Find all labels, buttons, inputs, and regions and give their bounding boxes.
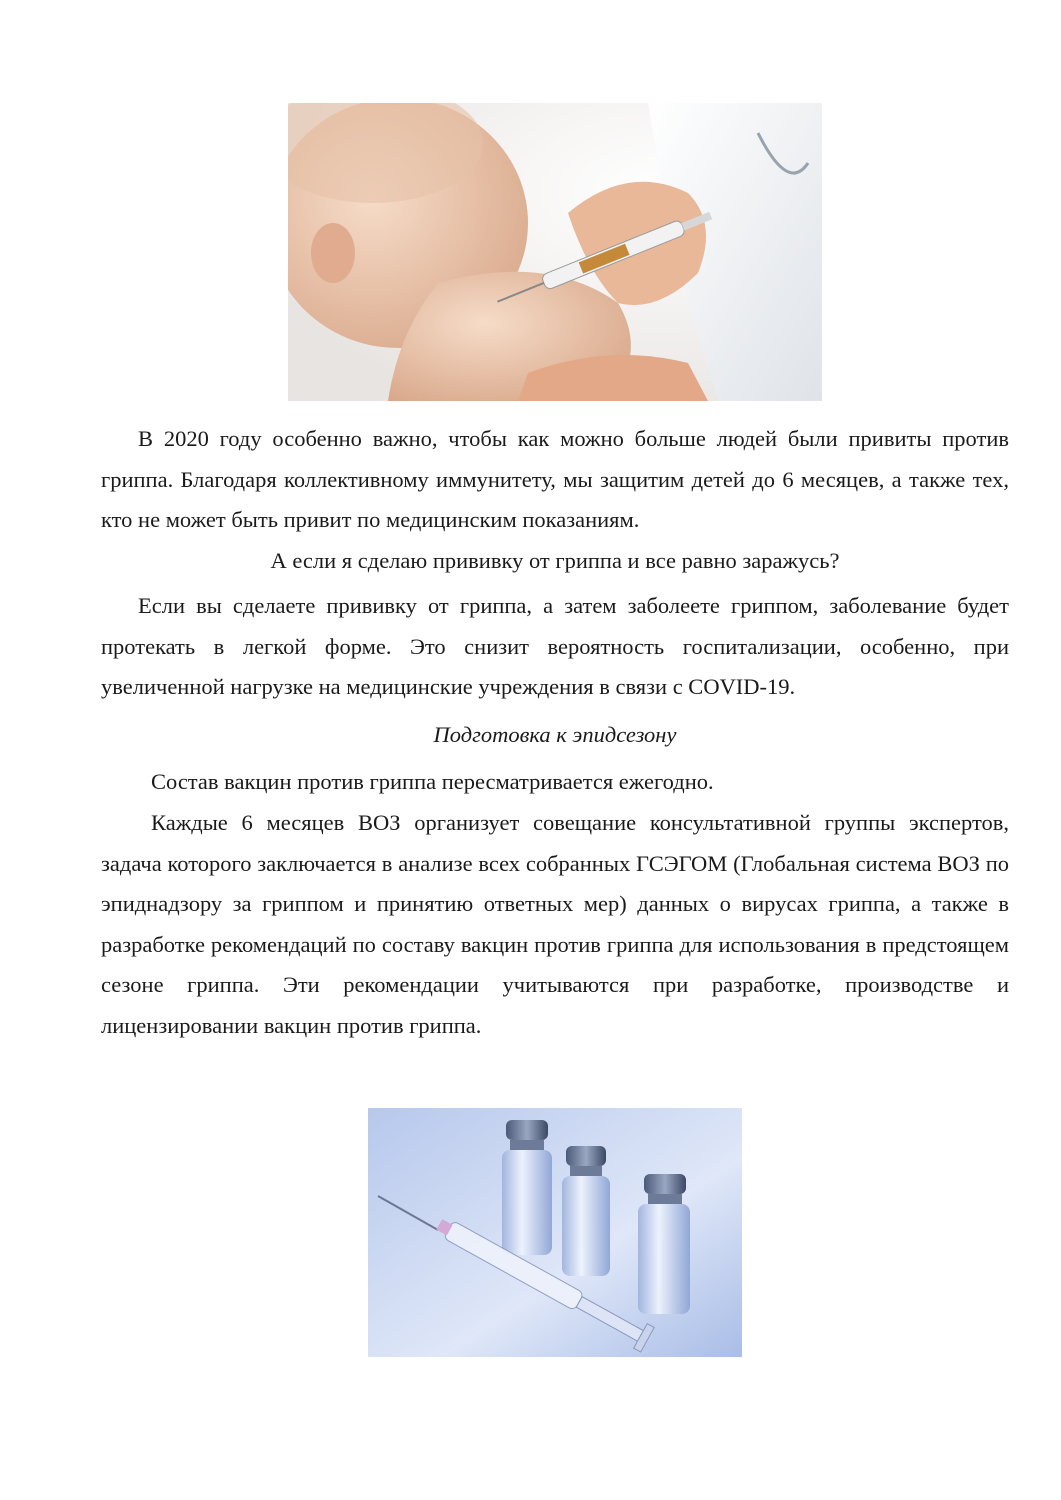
paragraph-answer: Если вы сделаете прививку от гриппа, а затем заболеете гриппом, заболевание будет протекать в легкой форме. Это снизит вероятность госпитализации, особенно, при увеличенной нагрузке на медицинские учреждения в связи с COVID-19. bbox=[101, 593, 1009, 699]
vaccine-vials-photo bbox=[368, 1108, 742, 1357]
section-heading: Подготовка к эпидсезону bbox=[433, 722, 677, 747]
vaccine-vials-illustration bbox=[368, 1108, 742, 1357]
paragraph-composition: Состав вакцин против гриппа пересматривается ежегодно. bbox=[151, 769, 714, 794]
baby-vaccination-illustration bbox=[288, 103, 822, 401]
baby-vaccination-photo bbox=[288, 103, 822, 401]
question-line: А если я сделаю прививку от гриппа и все равно заражусь? bbox=[270, 548, 840, 573]
paragraph-intro: В 2020 году особенно важно, чтобы как можно больше людей были привиты против гриппа. Благодаря коллективному иммунитету, мы защитим детей до 6 месяцев, а также тех, кто не может быть привит по медицинским показаниям. bbox=[101, 426, 1009, 532]
paragraph-who: Каждые 6 месяцев ВОЗ организует совещание консультативной группы экспертов, задача которого заключается в анализе всех собранных ГСЭГОМ (Глобальная система ВОЗ по эпиднадзору за гриппом и принятию ответных мер) данных о вирусах гриппа, а также в разработке рекомендаций по составу вакцин против гриппа для использования в предстоящем сезоне гриппа. Эти рекомендации учитываются при разработке, производстве и лицензировании вакцин против гриппа. bbox=[101, 810, 1009, 1038]
